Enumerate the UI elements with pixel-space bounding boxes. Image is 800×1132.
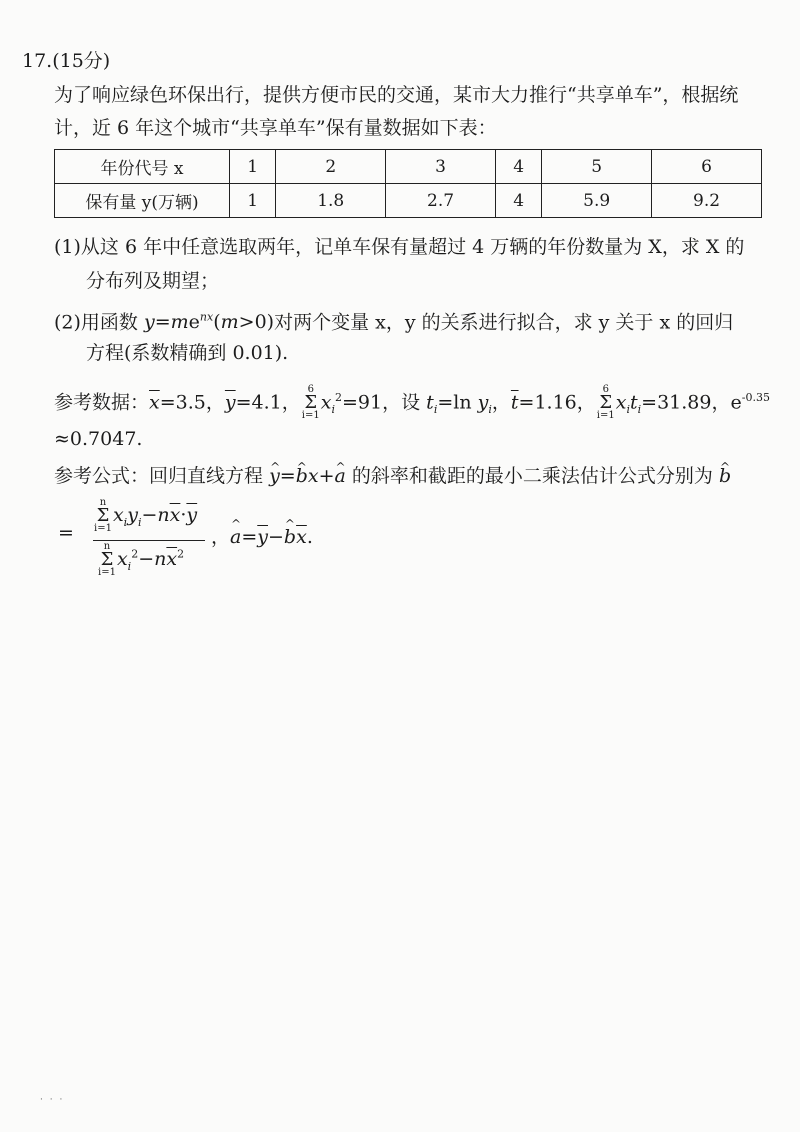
b-hat-symbol: ^ b [719,461,731,491]
slope-denominator: n Σ $i=1x_i^2-n\overline{x}^2$ [98,541,185,578]
reference-data-label: 参考数据： [54,391,150,414]
ybar-value: 4.1 [251,391,282,414]
table-cell: 2.7 [386,184,496,218]
intercept-formula: ，^ $a=\overline{y}-\^{}$ $b\overline{x}$. [211,522,313,549]
table-cell: 9.2 [652,184,762,218]
xbar-value: 3.5 [175,391,206,414]
table-cell: 3 [386,150,496,184]
sum-x2-value: 91 [357,391,383,414]
table-header-x: 年份代号 x [55,150,230,184]
tbar-value: 1.16 [534,391,577,414]
reference-formula-line [54,461,731,491]
table-header-y: 保有量 y(万辆) [55,184,230,218]
t-def-label: 设 [401,391,421,414]
regression-equation: ^ y=^ bx+^ a [269,465,346,487]
table-cell: 5.9 [542,184,652,218]
part2-line-2: 方程(系数精确到 0.01). [86,342,289,364]
part2-line-1 [54,303,733,337]
part2-suffix: 对两个变量 x，y 的关系进行拟合，求 y 关于 x 的回归 [274,311,734,334]
problem-header [22,46,110,76]
reference-data-line: 参考数据：$\overline{x}=3.5$，$\overline{y}=4.1$，6 Σ $i=1x_i^2=91$，设 $t_i=\ln$ $y_i$，$\overline{t}=1.16$，6 Σ $i=1x_it_i=31.89$，$e^{-0.35}$ [54,384,770,422]
reference-data-approx: ≈0.7047. [54,428,143,450]
problem-number: 17. [22,50,53,72]
slope-numerator: n Σ $i=1x_iy_i-n\overline{x}\cdot\overline{y}$ [94,497,198,534]
footer-mark: · · · [40,1095,65,1105]
sum-xt-value: 31.89 [657,391,712,414]
part2-prefix: (2)用函数 [54,311,138,334]
table-row-x [55,150,762,184]
part1-line-2: 分布列及期望； [86,270,220,292]
table-row-y [55,184,762,218]
table-cell: 1 [230,184,276,218]
sigma-sum: 6 Σ i=1 [301,384,320,422]
model-formula: $y=me^{nx}(m>0)$ [143,311,275,334]
table-cell: 1.8 [276,184,386,218]
table-cell: 6 [652,150,762,184]
problem-points: (15分) [52,50,111,72]
data-table [54,149,762,218]
table-cell: 2 [276,150,386,184]
reference-formula-label: 参考公式：回归直线方程 [54,465,264,487]
part1-line-1: (1)从这 6 年中任意选取两年，记单车保有量超过 4 万辆的年份数量为 X，求 X 的 [54,236,745,258]
intro-line-2: 计，近 6 年这个城市“共享单车”保有量数据如下表： [54,117,497,139]
reference-formula-description: 的斜率和截距的最小二乘法估计公式分别为 [351,465,713,487]
table-cell: 4 [495,150,541,184]
table-cell: 5 [542,150,652,184]
table-cell: 1 [230,150,276,184]
exp-power: -0.35 [741,391,770,404]
table-cell: 4 [495,184,541,218]
sigma-sum: 6 Σ i=1 [596,384,615,422]
equals-sign: = [58,522,74,544]
intro-line-1: 为了响应绿色环保出行，提供方便市民的交通，某市大力推行“共享单车”，根据统 [54,84,739,106]
